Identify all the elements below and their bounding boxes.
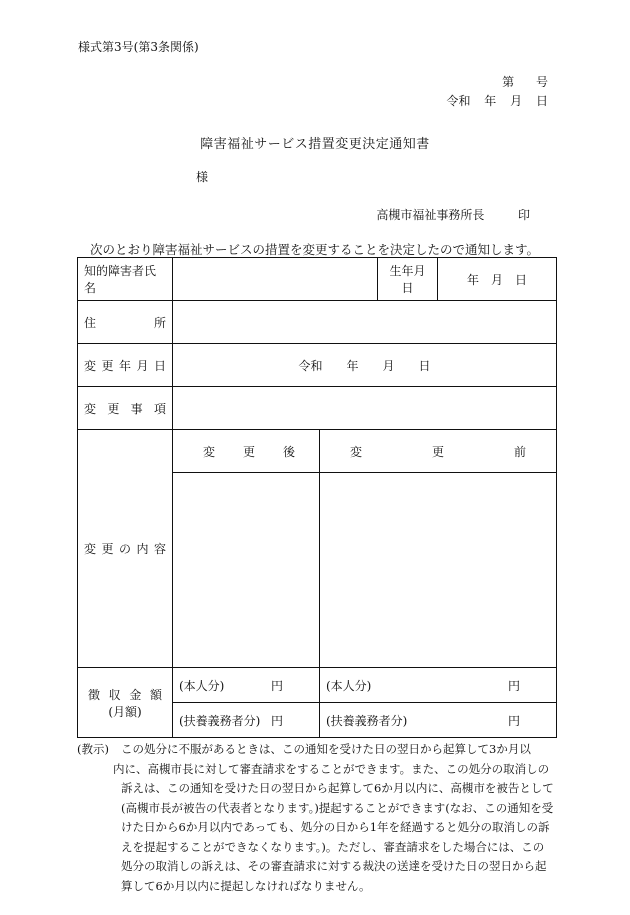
self-fee-cell[interactable] bbox=[173, 668, 320, 703]
yen-unit: 円 bbox=[508, 678, 521, 693]
self-share-label: (本人分) bbox=[326, 678, 372, 693]
self-share-label: (本人分) bbox=[179, 678, 225, 693]
date-month: 月 bbox=[510, 94, 523, 108]
birth-field[interactable]: 年 月 日 bbox=[438, 258, 557, 301]
fee-label-main: 徴収金額 bbox=[88, 687, 162, 702]
change-date-field[interactable]: 令和 年 月 日 bbox=[173, 344, 557, 387]
date-day: 日 bbox=[535, 94, 548, 108]
ref-go: 号 bbox=[535, 75, 548, 89]
notes-first-line: この処分に不服があるときは、この通知を受けた日の翌日から起算して3か月以 bbox=[121, 742, 531, 756]
document-title: 障害福祉サービス措置変更決定通知書 bbox=[200, 137, 430, 152]
instruction-notes bbox=[77, 740, 555, 896]
supporter-fee-cell[interactable] bbox=[173, 703, 320, 738]
issue-date bbox=[446, 92, 548, 109]
after-content-field[interactable] bbox=[173, 473, 320, 668]
change-item-label: 変更事項 bbox=[78, 387, 173, 430]
birth-label: 生年月日 bbox=[378, 258, 438, 301]
notice-table bbox=[77, 257, 557, 738]
fee-label bbox=[78, 668, 173, 738]
content-label: 変更の内容 bbox=[78, 430, 173, 668]
notes-body: 内に、高槻市長に対して審査請求をすることができます。また、この処分の取消しの訴えは、この通知を受けた日の翌日から起算して6か月以内に、高槻市を被告として(高槻市長が被告の代表者となります。)提起することができます(なお、この通知を受けた日から6か月以内であっても、処分の日から1年を経過すると処分の取消しの訴えを提起することができなくなります。)。ただし、審査請求をした場合には、この処分の取消しの訴えは、その審査請求に対する裁決の送達を受けた日の翌日から起算して6か月以内に提起しなければなりません。 bbox=[113, 761, 554, 893]
change-date-label: 変更年月日 bbox=[78, 344, 173, 387]
notes-tag: (教示) bbox=[77, 742, 109, 756]
date-year: 年 bbox=[484, 94, 497, 108]
supporter-share-label: (扶養義務者分) bbox=[179, 713, 261, 728]
name-label: 知的障害者氏名 bbox=[78, 258, 173, 301]
seal-mark: 印 bbox=[517, 208, 530, 222]
address-field[interactable] bbox=[173, 301, 557, 344]
issuer-name: 高槻市福祉事務所長 bbox=[376, 208, 485, 222]
yen-unit: 円 bbox=[270, 678, 283, 693]
yen-unit: 円 bbox=[270, 713, 283, 728]
issuer bbox=[376, 206, 530, 223]
fee-label-sub: (月額) bbox=[108, 704, 142, 719]
intro-text: 次のとおり障害福祉サービスの措置を変更することを決定したので通知します。 bbox=[90, 242, 540, 257]
address-label: 住所 bbox=[78, 301, 173, 344]
yen-unit: 円 bbox=[508, 713, 521, 728]
after-label: 変更後 bbox=[173, 430, 320, 473]
form-number: 様式第3号(第3条関係) bbox=[78, 40, 199, 54]
name-field[interactable] bbox=[173, 258, 378, 301]
recipient-suffix: 様 bbox=[196, 170, 209, 184]
ref-dai: 第 bbox=[502, 75, 515, 89]
self-fee-before-cell[interactable] bbox=[320, 668, 557, 703]
reference-number bbox=[502, 73, 548, 90]
before-label: 変更前 bbox=[320, 430, 557, 473]
before-content-field[interactable] bbox=[320, 473, 557, 668]
date-era: 令和 bbox=[446, 94, 471, 108]
supporter-fee-before-cell[interactable] bbox=[320, 703, 557, 738]
supporter-share-label: (扶養義務者分) bbox=[326, 713, 408, 728]
change-item-field[interactable] bbox=[173, 387, 557, 430]
